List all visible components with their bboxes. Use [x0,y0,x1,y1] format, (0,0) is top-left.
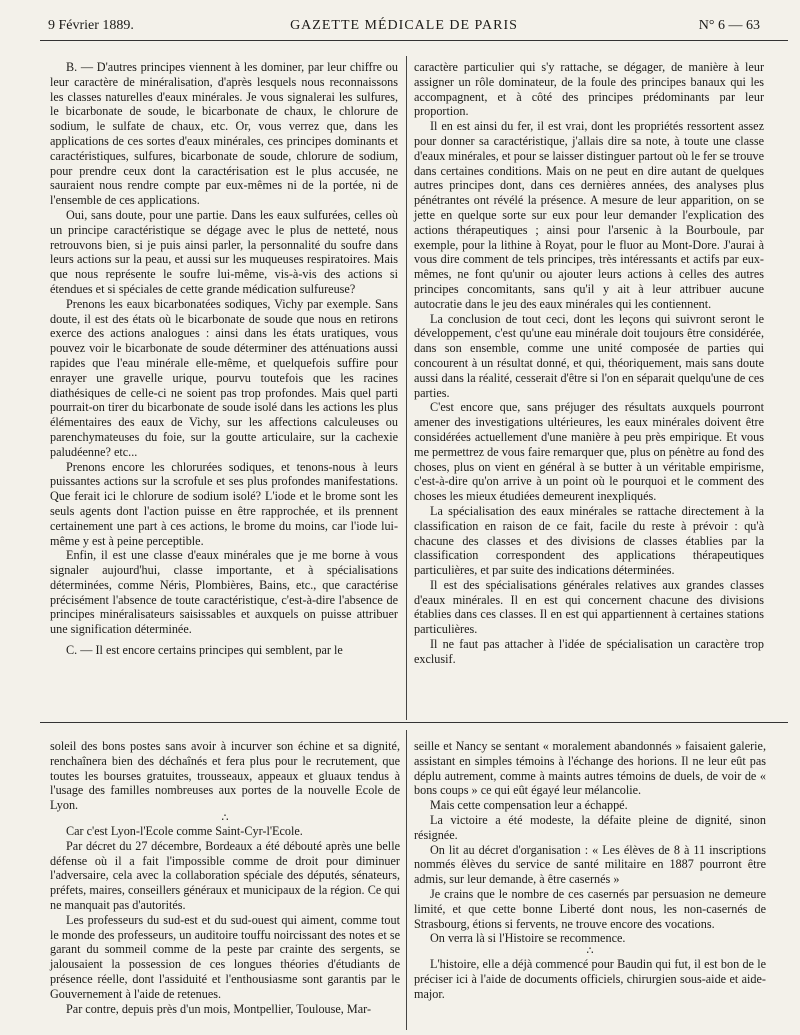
lower-left-column [50,739,400,1016]
section-separator: ∴ [586,945,594,958]
paragraph: Par contre, depuis près d'un mois, Montpellier, Toulouse, Mar- [66,1001,372,1016]
paragraph: Enfin, il est une classe d'eaux minérales que je me borne à vous signaler aujourd'hui, classe importante, et à spécialisations déterminées, comme Néris, Plombières, Bains, etc., que caractérise précisément l'absence de toute caractéristique, c'est-à-dire l'absence de principes minéralisateurs saisissables et auxquels on puisse attribuer une signification déterminée. [50,548,398,637]
issue-page-number: N° 6 — 63 [698,18,760,33]
paragraph: La conclusion de tout ceci, dont les leçons qui suivront seront le développement, c'est qu'une eau minérale doit toujours être considérée, dans son ensemble, comme une unité composée de parties qui concourent à un résultat donné, et qui, théoriquement, mais sans doute aussi dans la réalité, cesserait d'être si l'on en séparait quelqu'une de ces parties. [414,311,764,400]
paragraph: seille et Nancy se sentant « moralement abandonnés » faisaient galerie, assistant en simples témoins à l'échange des horions. Il ne leur eût pas déplu autrement, comme à maints autres témoins de duels, de voir de « bons coups » ce qui eût égayé leur mélancolie. [414,739,766,798]
paragraph: Il en est ainsi du fer, il est vrai, dont les propriétés ressortent assez pour donner sa caractéristique, j'allais dire sa note, à toute une classe d'eaux minérales, et pour se laisser distinguer partout où le fer se trouve dans certaines conditions. Mais on ne peut en dire autant de quelques autres principes dont, dans ces dernières années, des analyses plus pénétrantes ont révélé la présence. A mesure de leur apparition, on se jette en quelque sorte sur eux pour leur demander l'explication des actions thérapeutiques ; ainsi pour l'arsenic à la Bourboule, par exemple, pour la lithine à Royat, pour le fluor au Mont-Dore. J'aurai à vous dire comment de tels principes, très intéressants et actifs par eux-mêmes, ne font qu'unir ou ajouter leurs actions à celles des autres principes concomitants, sans qu'il y ait à leur attribuer aucune autocratie dans le jeu des eaux minérales qui les contiennent. [414,119,764,311]
paragraph: caractère particulier qui s'y rattache, se dégager, de manière à leur assigner un rôle dominateur, de la foule des principes banaux qui les accompagnent, et à côté des principes prédominants par leur proportion. [414,60,764,119]
section-separator: ∴ [221,811,229,824]
paragraph: Prenons encore les chlorurées sodiques, et tenons-nous à leurs puissantes actions sur la scrofule et ses plus profondes manifestations. Que ferait ici le chlorure de sodium isolé? L'iode et le brome sont les seuls agents dont l'action puisse en être rapprochée, et ils prennent certainement une part à ces actions, le brome du moins, car l'iode lui-même y est à peine perceptible. [50,459,398,548]
paragraph: Les professeurs du sud-est et du sud-ouest qui aiment, comme tout le monde des professeurs, un auditoire touffu noircissant des notes et se garant du sommeil comme de la peste par crainte des sergents, se jalousaient la possession de ces longues théories d'étudiants de présence réelle, dont l'assiduité et l'enthousiasme sont garantis par le Gouvernement à l'aide de retenues. [50,912,400,1001]
upper-column-divider [406,56,407,720]
issue-date: 9 Février 1889. [48,18,134,33]
paragraph: L'histoire, elle a déjà commencé pour Baudin qui fut, il est bon de le préciser ici à l'aide de documents officiels, chirurgien sous-aide et aide-major. [414,957,766,1001]
header-rule [40,40,788,41]
lower-column-divider [406,730,407,1030]
paragraph: Il est des spécialisations générales relatives aux grandes classes d'eaux minérales. Il en est qui concernent chacune des divisions établies dans ces classes. Il en est qui appartiennent à certaines stations particulières. [414,577,764,637]
paragraph: Car c'est Lyon-l'Ecole comme Saint-Cyr-l'Ecole. [66,823,303,838]
upper-right-column [414,60,764,667]
paragraph: Il ne faut pas attacher à l'idée de spécialisation un caractère trop exclusif. [414,637,764,666]
page-header [48,14,760,38]
paragraph: C. — Il est encore certains principes qui semblent, par le [66,643,343,658]
paragraph: Oui, sans doute, pour une partie. Dans les eaux sulfurées, celles où un principe caractéristique se dégage avec le plus de netteté, nous retrouvons bien, si je puis ainsi parler, la personnalité du soufre dans leurs actions sur la peau, et aussi sur les muqueuses respiratoires. Mais que nous représente le soufre lui-même, vis-à-vis des actions si étendues et si spéciales de cette grande médication sulfureuse? [50,207,398,296]
upper-left-column [50,60,398,658]
paragraph: B. — D'autres principes viennent à les dominer, par leur chiffre ou leur caractère de minéralisation, d'après lesquels nous reconnaissons les classes naturelles d'eaux minérales. Je vous signalerai les sulfures, le bicarbonate de soude, le bicarbonate de chaux, le chlorure de sodium, le sulfate de chaux, etc. Or, vous verrez que, dans les applications de ces sortes d'eaux minérales, ces principes dominants et caractéristiques, sulfures, bicarbonate de soude, chlorure de sodium, pour prendre ceux dont la caractérisation est le plus accusée, ne sauraient nous rendre compte par eux-mêmes ni de la portée, ni de l'ensemble de ces applications. [50,60,398,208]
section-divider-rule [40,722,788,723]
paragraph: Par décret du 27 décembre, Bordeaux a été débouté après une belle défense où il a fait l'impossible comme de droit pour diminuer l'adversaire, cela avec la collaboration spéciale des députés, sénateurs, préfets, maires, conseillers généraux et municipaux de la région. Ce qui ne manquait pas d'autorités. [50,838,400,912]
lower-right-column [414,739,766,1002]
journal-title: GAZETTE MÉDICALE DE PARIS [290,18,518,33]
paragraph: La victoire a été modeste, la défaite pleine de dignité, sinon résignée. [414,812,766,842]
paragraph: Mais cette compensation leur a échappé. [430,798,628,813]
paragraph: On lit au décret d'organisation : « Les élèves de 8 à 11 inscriptions nommés élèves du service de santé militaire en 1887 pourront être admis, sur leur demande, à être casernés » [414,842,766,887]
paragraph: C'est encore que, sans préjuger des résultats auxquels pourront amener des investigations ultérieures, les eaux minérales doivent être considérées actuellement d'une manière à peu près empirique. Et vous me permettrez de vous faire remarquer que, plus on pénètre au fond des choses, plus on vient en général à se butter à un véritable empirisme, c'est-à-dire qu'on arrive à un point où le pourquoi et le comment des choses les mieux étudiées demeurent inexpliqués. [414,400,764,504]
paragraph: Prenons les eaux bicarbonatées sodiques, Vichy par exemple. Sans doute, il est des états où le bicarbonate de soude que nous en retirons exerce des actions analogues : ainsi dans les états uratiques, vous pouvez voir le bicarbonate de soude déterminer des atténuations aussi rapides que l'eau minérale elle-même, et quelquefois suffire pour enrayer une gravelle urique, pourvu toutefois que les racines diathésiques de celle-ci ne soient pas trop profondes. Mais quel parti pourrait-on tirer du bicarbonate de soude isolé dans les actions les plus élémentaires des eaux de Vichy, sur les affections calculeuses ou parenchymateuses du foie, sur la goutte articulaire, sur la cachexie paludéenne? etc... [50,296,398,459]
paragraph: La spécialisation des eaux minérales se rattache directement à la classification en raison de ce fait, facile du reste à prévoir : qu'à chacune des classes et des divisions de classes établies par la classification correspondent des applications thérapeutiques particulières, et par suite des indications déterminées. [414,503,764,578]
paragraph: soleil des bons postes sans avoir à incurver son échine et sa dignité, renchaînera bien des déchaînés et fera plus pour le recrutement, que toutes les bourses gratuites, trousseaux, appeaux et gluaux tendus à l'usage des familles nombreuses aux portes de la nouvelle Ecole de Lyon. [50,739,400,813]
paragraph: Je crains que le nombre de ces casernés par persuasion ne demeure limité, et que cette bonne Liberté dont nous, les non-casernés de Strasbourg, étions si fervents, ne trouve encore des vocations. [414,886,766,931]
paragraph: On verra là si l'Histoire se recommence. [430,931,626,946]
